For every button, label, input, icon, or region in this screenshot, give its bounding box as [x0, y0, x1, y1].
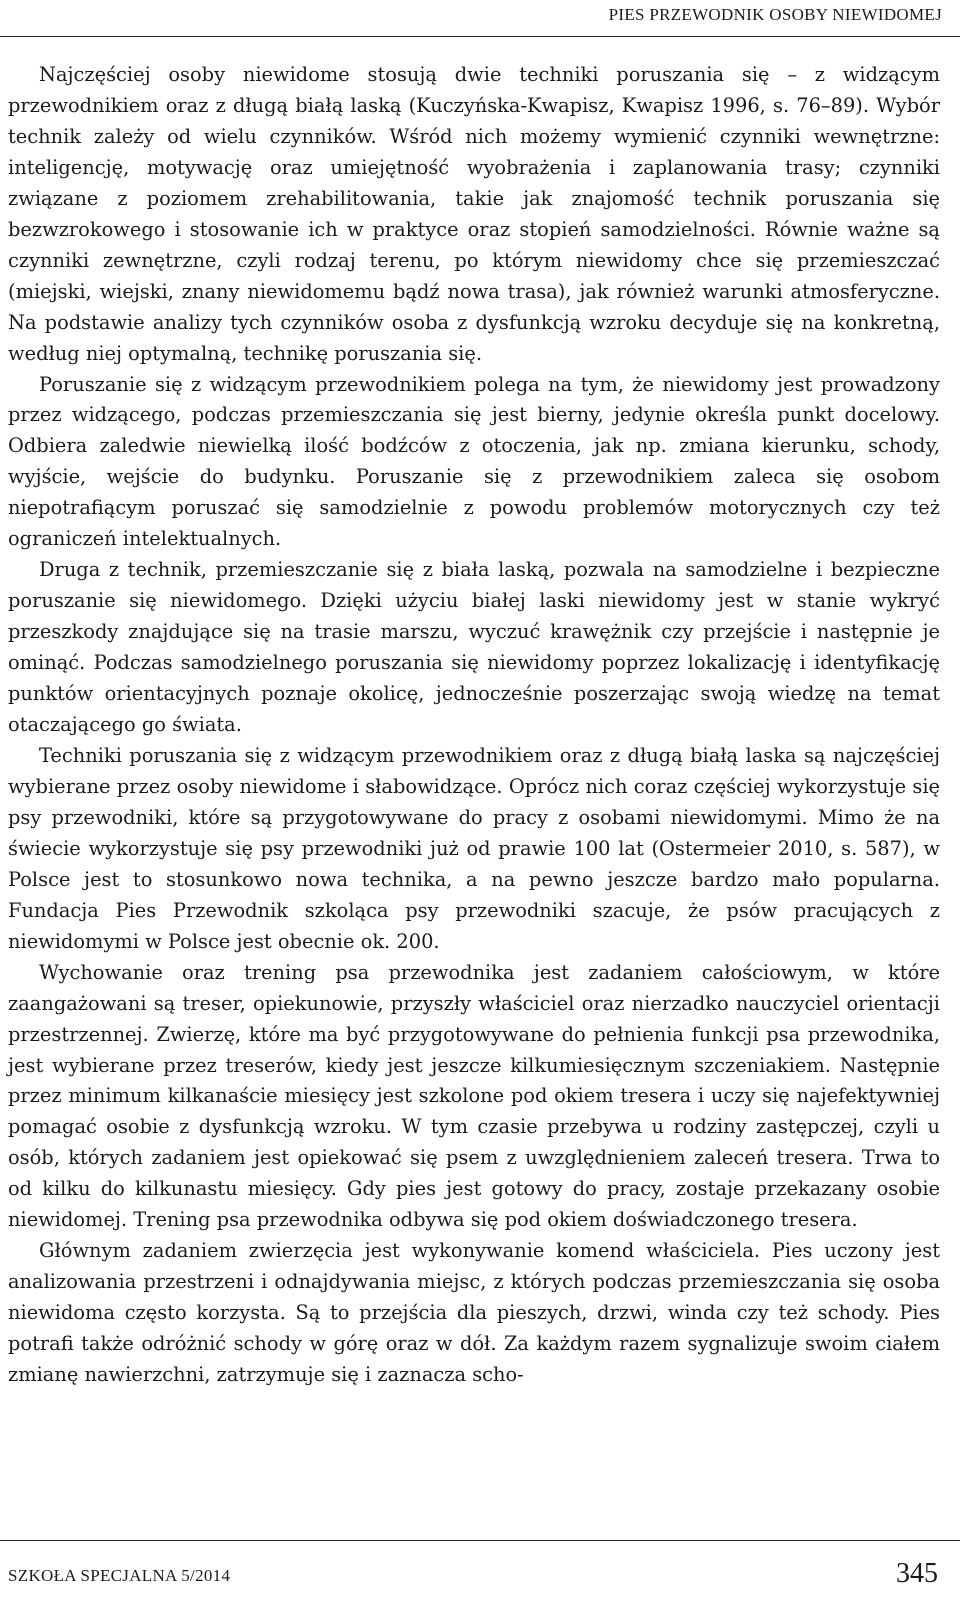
- footer-divider: [0, 1540, 960, 1541]
- paragraph-6: Głównym zadaniem zwierzęcia jest wykonywanie komend właściciela. Pies uczony jest analizowania przestrzeni i odnajdywania miejsc, z których podczas przemieszczania się osoba niewidoma często korzysta. Są to przejścia dla pieszych, drzwi, winda czy też schody. Pies potrafi także odróżnić schody w górę oraz w dół. Za każdym razem sygnalizuje swoim ciałem zmianę nawierzchni, zatrzymuje się i zaznacza scho-: [8, 1239, 940, 1387]
- article-body: [8, 60, 940, 1391]
- running-header: [0, 0, 960, 36]
- journal-name: SZKOŁA SPECJALNA 5/2014: [8, 1566, 231, 1585]
- paragraph-4: Techniki poruszania się z widzącym przewodnikiem oraz z długą białą laska są najczęściej wybierane przez osoby niewidome i słabowidzące. Oprócz nich coraz częściej wykorzystuje się psy przewodniki, które są przygotowywane do pracy z osobami niewidomymi. Mimo że na świecie wykorzystuje się psy przewodniki już od prawie 100 lat (Ostermeier 2010, s. 587), w Polsce jest to stosunkowo nowa technika, a na pewno jeszcze bardzo mało popularna. Fundacja Pies Przewodnik szkoląca psy przewodniki szacuje, że psów pracujących z niewidomymi w Polsce jest obecnie ok. 200.: [8, 743, 940, 953]
- page-number: 345: [896, 1558, 938, 1589]
- paragraph-5: Wychowanie oraz trening psa przewodnika jest zadaniem całościowym, w które zaangażowani są treser, opiekunowie, przyszły właściciel oraz nierzadko nauczyciel orientacji przestrzennej. Zwierzę, które ma być przygotowywane do pełnienia funkcji psa przewodnika, jest wybierane przez treserów, kiedy jest jeszcze kilkumiesięcznym szczeniakiem. Następnie przez minimum kilkanaście miesięcy jest szkolone pod okiem tresera i uczy się najefektywniej pomagać osobie z dysfunkcją wzroku. W tym czasie przebywa u rodziny zastępczej, czyli u osób, których zadaniem jest opiekować się psem z uwzględnieniem zaleceń tresera. Trwa to od kilku do kilkunastu miesięcy. Gdy pies jest gotowy do pracy, zostaje przekazany osobie niewidomej. Trening psa przewodnika odbywa się pod okiem doświadczonego tresera.: [8, 960, 940, 1232]
- running-title: PIES PRZEWODNIK OSOBY NIEWIDOMEJ: [608, 5, 942, 24]
- running-footer: [0, 1540, 960, 1603]
- paragraph-1: Najczęściej osoby niewidome stosują dwie techniki poruszania się – z widzącym przewodnikiem oraz z długą białą laską (Kuczyńska-Kwapisz, Kwapisz 1996, s. 76–89). Wybór technik zależy od wielu czynników. Wśród nich możemy wymienić czynniki wewnętrzne: inteligencję, motywację oraz umiejętność wyobrażenia i zaplanowania trasy; czynniki związane z poziomem zrehabilitowania, takie jak znajomość technik poruszania się bezwzrokowego i stosowanie ich w praktyce oraz stopień samodzielności. Równie ważne są czynniki zewnętrzne, czyli rodzaj terenu, po którym niewidomy chce się przemieszczać (miejski, wiejski, znany niewidomemu bądź nowa trasa), jak również warunki atmosferyczne. Na podstawie analizy tych czynników osoba z dysfunkcją wzroku decyduje się na konkretną, według niej optymalną, technikę poruszania się.: [8, 63, 940, 365]
- header-divider: [0, 36, 960, 37]
- paragraph-3: Druga z technik, przemieszczanie się z biała laską, pozwala na samodzielne i bezpieczne poruszanie się niewidomego. Dzięki użyciu białej laski niewidomy jest w stanie wykryć przeszkody znajdujące się na trasie marszu, wyczuć krawężnik czy przejście i następnie je ominąć. Podczas samodzielnego poruszania się niewidomy poprzez lokalizację i identyfikację punktów orientacyjnych poznaje okolicę, jednocześnie poszerzając swoją wiedzę na temat otaczającego go świata.: [8, 558, 940, 737]
- paragraph-2: Poruszanie się z widzącym przewodnikiem polega na tym, że niewidomy jest prowadzony przez widzącego, podczas przemieszczania się jest bierny, jedynie określa punkt docelowy. Odbiera zaledwie niewielką ilość bodźców z otoczenia, jak np. zmiana kierunku, schody, wyjście, wejście do budynku. Poruszanie się z przewodnikiem zaleca się osobom niepotrafiącym poruszać się samodzielnie z powodu problemów motorycznych czy też ograniczeń intelektualnych.: [8, 372, 940, 551]
